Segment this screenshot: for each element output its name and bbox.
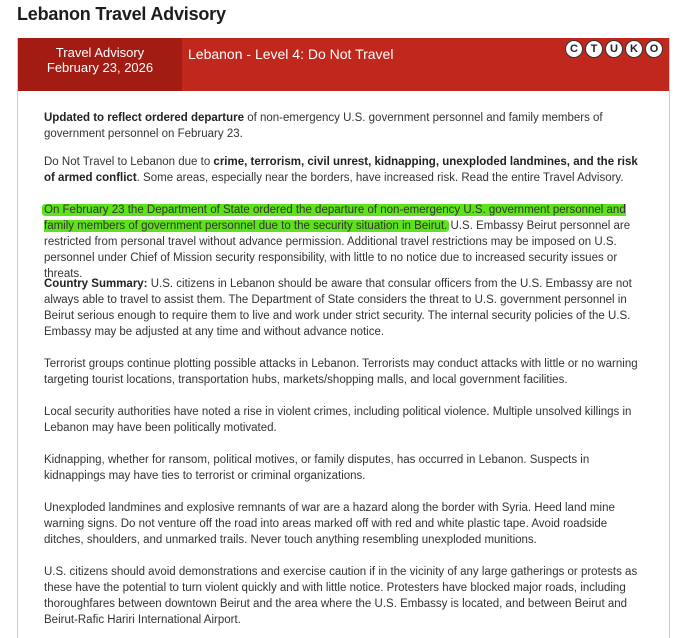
advisory-type-label: Travel Advisory (55, 45, 145, 60)
do-not-travel-tail: . Some areas, especially near the borders, have increased risk. Read the entire Travel Advisory. (136, 172, 624, 184)
risk-tag-unrest[interactable]: U (605, 40, 623, 58)
country-summary-label: Country Summary: (44, 278, 148, 290)
ordered-departure-text: U.S. Embassy Beirut personnel are restricted from personal travel without advance permission. Additional travel restrictions may be imposed on U.S. personnel under Chief of Mission security responsibility, with little to no notice due to increased security issues or threats. (44, 220, 631, 280)
update-bold-text: Updated to reflect ordered departure (44, 112, 245, 124)
risk-indicator-tags (565, 40, 663, 58)
advisory-date: February 23, 2026 (46, 60, 154, 75)
advisory-level-title: Lebanon - Level 4: Do Not Travel (188, 46, 394, 62)
paragraph-ordered-departure (44, 202, 648, 282)
paragraph-landmines: Unexploded landmines and explosive remnants of war are a hazard along the border with Syria. Heed land mine warning signs. Do not venture off the road into areas marked off with red and white plastic tape. Avoid roadside ditches, shoulders, and unmarked trails. Never touch anything resembling unexploded munitions. (44, 502, 615, 546)
risk-tag-other[interactable]: O (645, 40, 663, 58)
paragraph-kidnapping: Kidnapping, whether for ransom, political motives, or family disputes, has occurred in Lebanon. Suspects in kidnappings may have ties to terrorist or criminal organizations. (44, 454, 590, 482)
paragraph-crime: Local security authorities have noted a rise in violent crimes, including political violence. Multiple unsolved killings in Lebanon may have been politically motivated. (44, 406, 632, 434)
paragraph-update (44, 110, 648, 142)
highlighted-ordered-departure: On February 23 the Department of State ordered the departure of non-emergency U.S. government personnel and family members of government personnel due to the security situation in Beirut. (44, 204, 626, 232)
risk-tag-terrorism[interactable]: T (585, 40, 603, 58)
paragraph-demonstrations: U.S. citizens should avoid demonstrations and exercise caution if in the vicinity of any large gatherings or protests as these have the potential to turn violent quickly and with little notice. Protesters have blocked major roads, including thoroughfares between downtown Beirut and the area where the U.S. Embassy is located, and between Beirut and Beirut-Rafic Hariri International Airport. (44, 566, 638, 626)
paragraph-terrorism: Terrorist groups continue plotting possible attacks in Lebanon. Terrorists may conduct attacks with little or no warning targeting tourist locations, transportation hubs, markets/shopping malls, and local government facilities. (44, 358, 638, 386)
advisory-header (18, 38, 669, 91)
risk-tag-kidnapping[interactable]: K (625, 40, 643, 58)
paragraph-country-summary (44, 276, 648, 340)
risk-list-bold: crime, terrorism, civil unrest, kidnapping, unexploded landmines, and the risk of armed conflict (44, 156, 638, 184)
advisory-date-box (18, 38, 182, 91)
page-title: Lebanon Travel Advisory (17, 4, 226, 24)
risk-tag-crime[interactable]: C (565, 40, 583, 58)
do-not-travel-lead: Do Not Travel to Lebanon due to (44, 156, 214, 168)
advisory-card (17, 38, 670, 638)
paragraph-do-not-travel (44, 154, 648, 186)
country-summary-text: U.S. citizens in Lebanon should be aware that consular officers from the U.S. Embassy are not always able to travel to assist them. The Department of State considers the threat to U.S. government personnel in Beirut serious enough to require them to live and work under strict security. The internal security policies of the U.S. Embassy may be adjusted at any time and without advance notice. (44, 278, 632, 338)
update-text: of non-emergency U.S. government personnel and family members of government personnel on February 23. (44, 112, 603, 140)
